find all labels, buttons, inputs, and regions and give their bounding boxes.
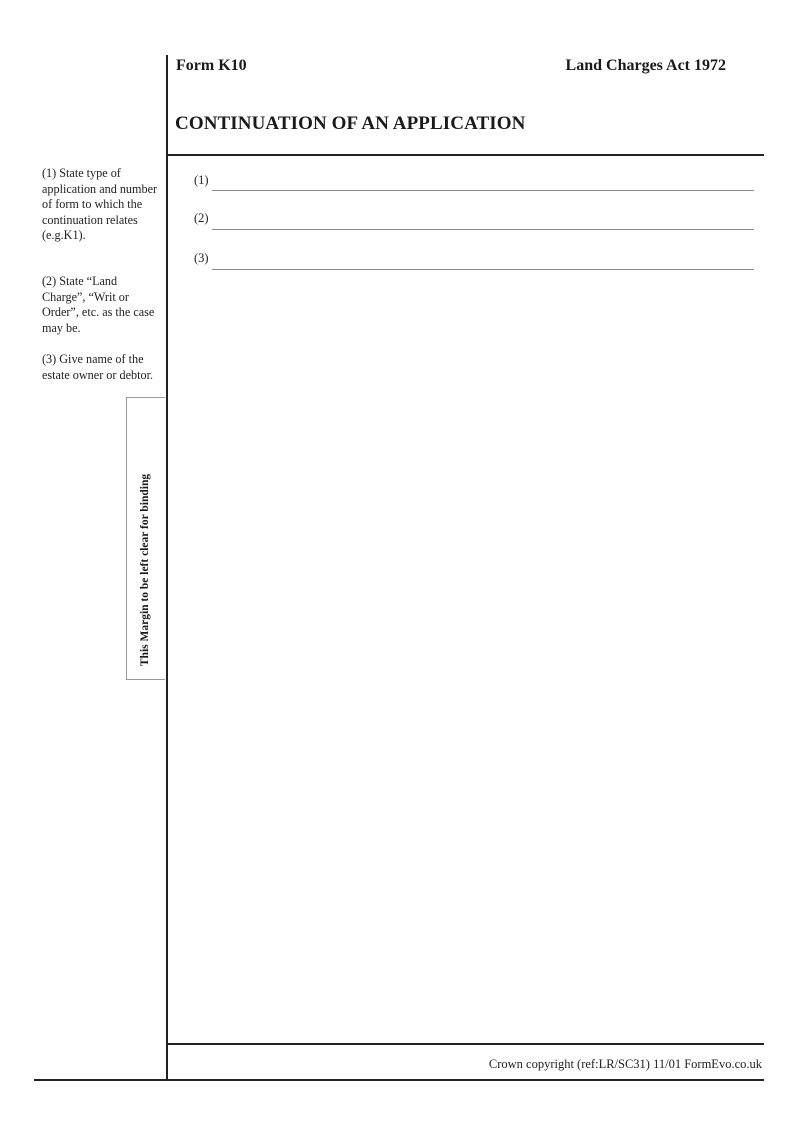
act-name: Land Charges Act 1972 [565,57,726,74]
binding-margin-label: This Margin to be left clear for binding [139,473,151,667]
field-input-line[interactable] [212,229,754,230]
left-margin-rule [166,55,168,1080]
field-input-line[interactable] [212,190,754,191]
field-label: (3) [194,251,209,265]
field-input-line[interactable] [212,269,754,270]
page-title: CONTINUATION OF AN APPLICATION [175,113,526,134]
footer-divider [168,1043,764,1045]
margin-note-3: (3) Give name of the estate owner or debtor. [42,352,154,382]
margin-note-2: (2) State “Land Charge”, “Writ or Order”, etc. as the case may be. [42,274,155,335]
form-code: Form K10 [176,57,247,74]
bottom-rule [34,1079,764,1081]
margin-note-1: (1) State type of application and number of form to which the continuation relates (e.g.K1). [42,166,158,242]
header-divider [168,154,764,156]
copyright-notice: Crown copyright (ref:LR/SC31) 11/01 FormEvo.co.uk [488,1057,762,1071]
field-label: (1) [194,173,209,187]
field-label: (2) [194,211,209,225]
